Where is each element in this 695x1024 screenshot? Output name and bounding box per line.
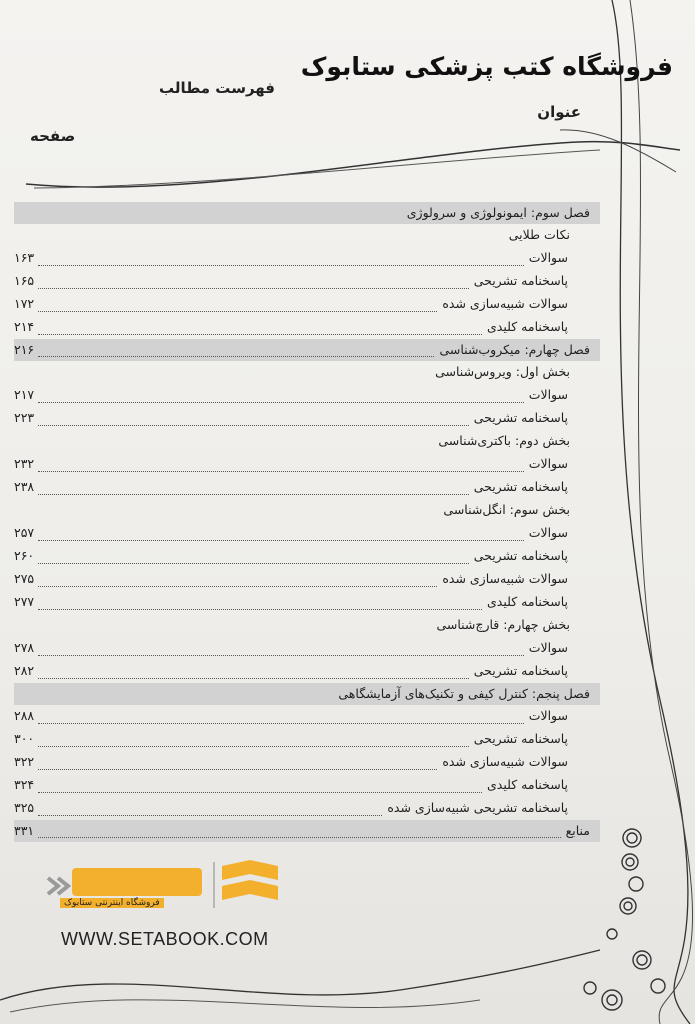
toc-entry-title: پاسخنامه تشریحی: [473, 548, 568, 563]
column-header-page: صفحه: [30, 127, 76, 145]
toc-entry-title: پاسخنامه تشریحی: [473, 479, 568, 494]
toc-entry-page: ۳۲۵: [14, 800, 35, 815]
toc-entry-title: پاسخنامه کلیدی: [487, 319, 568, 334]
dot-leader: [38, 540, 524, 541]
dot-leader: [38, 265, 524, 266]
toc-entry-title: سوالات: [528, 640, 568, 655]
dot-leader: [38, 563, 469, 564]
toc-entry-title: سوالات شبیه‌سازی شده: [442, 296, 568, 311]
toc-entry-page: ۲۱۴: [14, 319, 35, 334]
dot-leader: [38, 334, 482, 335]
toc-entry-title: پاسخنامه تشریحی: [473, 273, 568, 288]
dot-leader: [38, 609, 482, 610]
toc-entry-title: فصل پنجم: کنترل کیفی و تکنیک‌های آزمایشگاهی: [338, 686, 590, 701]
toc-entry-title: پاسخنامه کلیدی: [487, 594, 568, 609]
toc-entry-title: پاسخنامه تشریحی شبیه‌سازی شده: [387, 800, 568, 815]
toc-row: [14, 797, 600, 820]
toc-entry-title: بخش اول: ویروس‌شناسی: [435, 364, 570, 379]
table-of-contents: [14, 202, 600, 842]
toc-row: [14, 202, 600, 224]
toc-entry-title: بخش دوم: باکتری‌شناسی: [438, 433, 570, 448]
toc-row: [14, 637, 600, 660]
toc-row: [14, 614, 600, 637]
dot-leader: [38, 402, 524, 403]
toc-title: فهرست مطالب: [159, 79, 275, 97]
store-title: فروشگاه کتب پزشکی ستابوک: [300, 52, 673, 81]
dot-leader: [38, 494, 469, 495]
dot-leader: [38, 655, 524, 656]
toc-entry-title: سوالات: [528, 525, 568, 540]
toc-entry-title: بخش چهارم: قارچ‌شناسی: [436, 617, 570, 632]
dot-leader: [38, 769, 437, 770]
toc-entry-page: ۲۸۲: [14, 663, 35, 678]
toc-entry-title: فصل چهارم: میکروب‌شناسی: [439, 342, 590, 357]
logo-tagline: فروشگاه اینترنتی ستابوک: [60, 898, 164, 908]
toc-entry-title: پاسخنامه تشریحی: [473, 410, 568, 425]
toc-entry-page: ۲۸۸: [14, 708, 35, 723]
dot-leader: [38, 792, 482, 793]
toc-entry-title: سوالات: [528, 456, 568, 471]
toc-entry-title: سوالات: [528, 387, 568, 402]
toc-row: [14, 591, 600, 614]
logo-website: WWW.SETABOOK.COM: [61, 929, 269, 949]
toc-entry-page: ۲۱۷: [14, 387, 35, 402]
toc-entry-page: ۱۶۵: [14, 273, 35, 288]
toc-entry-page: ۲۳۸: [14, 479, 35, 494]
dot-leader: [38, 425, 469, 426]
toc-row: [14, 728, 600, 751]
toc-entry-page: ۳۲۲: [14, 754, 35, 769]
toc-entry-title: پاسخنامه تشریحی: [473, 663, 568, 678]
toc-entry-page: ۲۱۶: [14, 342, 35, 357]
dot-leader: [38, 815, 382, 816]
toc-entry-title: بخش سوم: انگل‌شناسی: [443, 502, 570, 517]
toc-entry-title: فصل سوم: ایمونولوژی و سرولوژی: [406, 205, 590, 220]
toc-row: [14, 316, 600, 339]
toc-entry-title: نکات طلایی: [508, 227, 570, 242]
column-header-title: عنوان: [537, 103, 581, 121]
toc-row: [14, 247, 600, 270]
toc-row: [14, 683, 600, 705]
toc-entry-title: پاسخنامه تشریحی: [473, 731, 568, 746]
toc-row: [14, 499, 600, 522]
toc-entry-title: سوالات شبیه‌سازی شده: [442, 754, 568, 769]
toc-entry-title: منابع: [565, 823, 590, 838]
dot-leader: [38, 746, 469, 747]
toc-row: [14, 820, 600, 842]
toc-row: [14, 568, 600, 591]
toc-entry-page: ۲۲۳: [14, 410, 35, 425]
logo-graphic: [44, 858, 294, 922]
dot-leader: [38, 471, 524, 472]
dot-leader: [38, 723, 524, 724]
toc-row: [14, 476, 600, 499]
toc-entry-page: ۱۷۲: [14, 296, 35, 311]
toc-entry-title: سوالات: [528, 708, 568, 723]
dot-leader: [38, 837, 560, 838]
dot-leader: [38, 288, 469, 289]
dot-leader: [38, 311, 437, 312]
toc-entry-page: ۲۷۸: [14, 640, 35, 655]
toc-row: [14, 660, 600, 683]
toc-row: [14, 705, 600, 728]
toc-entry-page: ۳۲۴: [14, 777, 35, 792]
toc-row: [14, 453, 600, 476]
dot-leader: [38, 678, 469, 679]
toc-row: [14, 751, 600, 774]
toc-row: [14, 293, 600, 316]
toc-entry-title: سوالات شبیه‌سازی شده: [442, 571, 568, 586]
dot-leader: [38, 586, 437, 587]
toc-row: [14, 407, 600, 430]
toc-row: [14, 339, 600, 361]
toc-entry-page: ۲۷۷: [14, 594, 35, 609]
toc-row: [14, 224, 600, 247]
toc-row: [14, 522, 600, 545]
toc-entry-page: ۳۰۰: [14, 731, 35, 746]
toc-entry-page: ۲۶۰: [14, 548, 35, 563]
toc-entry-page: ۲۵۷: [14, 525, 35, 540]
toc-entry-page: ۲۷۵: [14, 571, 35, 586]
toc-row: [14, 774, 600, 797]
toc-row: [14, 270, 600, 293]
toc-entry-page: ۲۳۲: [14, 456, 35, 471]
toc-row: [14, 384, 600, 407]
toc-row: [14, 545, 600, 568]
dot-leader: [38, 356, 434, 357]
setabook-logo: [44, 858, 294, 922]
toc-entry-page: ۳۳۱: [14, 823, 35, 838]
toc-row: [14, 361, 600, 384]
toc-entry-title: سوالات: [528, 250, 568, 265]
toc-entry-title: پاسخنامه کلیدی: [487, 777, 568, 792]
toc-entry-page: ۱۶۳: [14, 250, 35, 265]
toc-row: [14, 430, 600, 453]
